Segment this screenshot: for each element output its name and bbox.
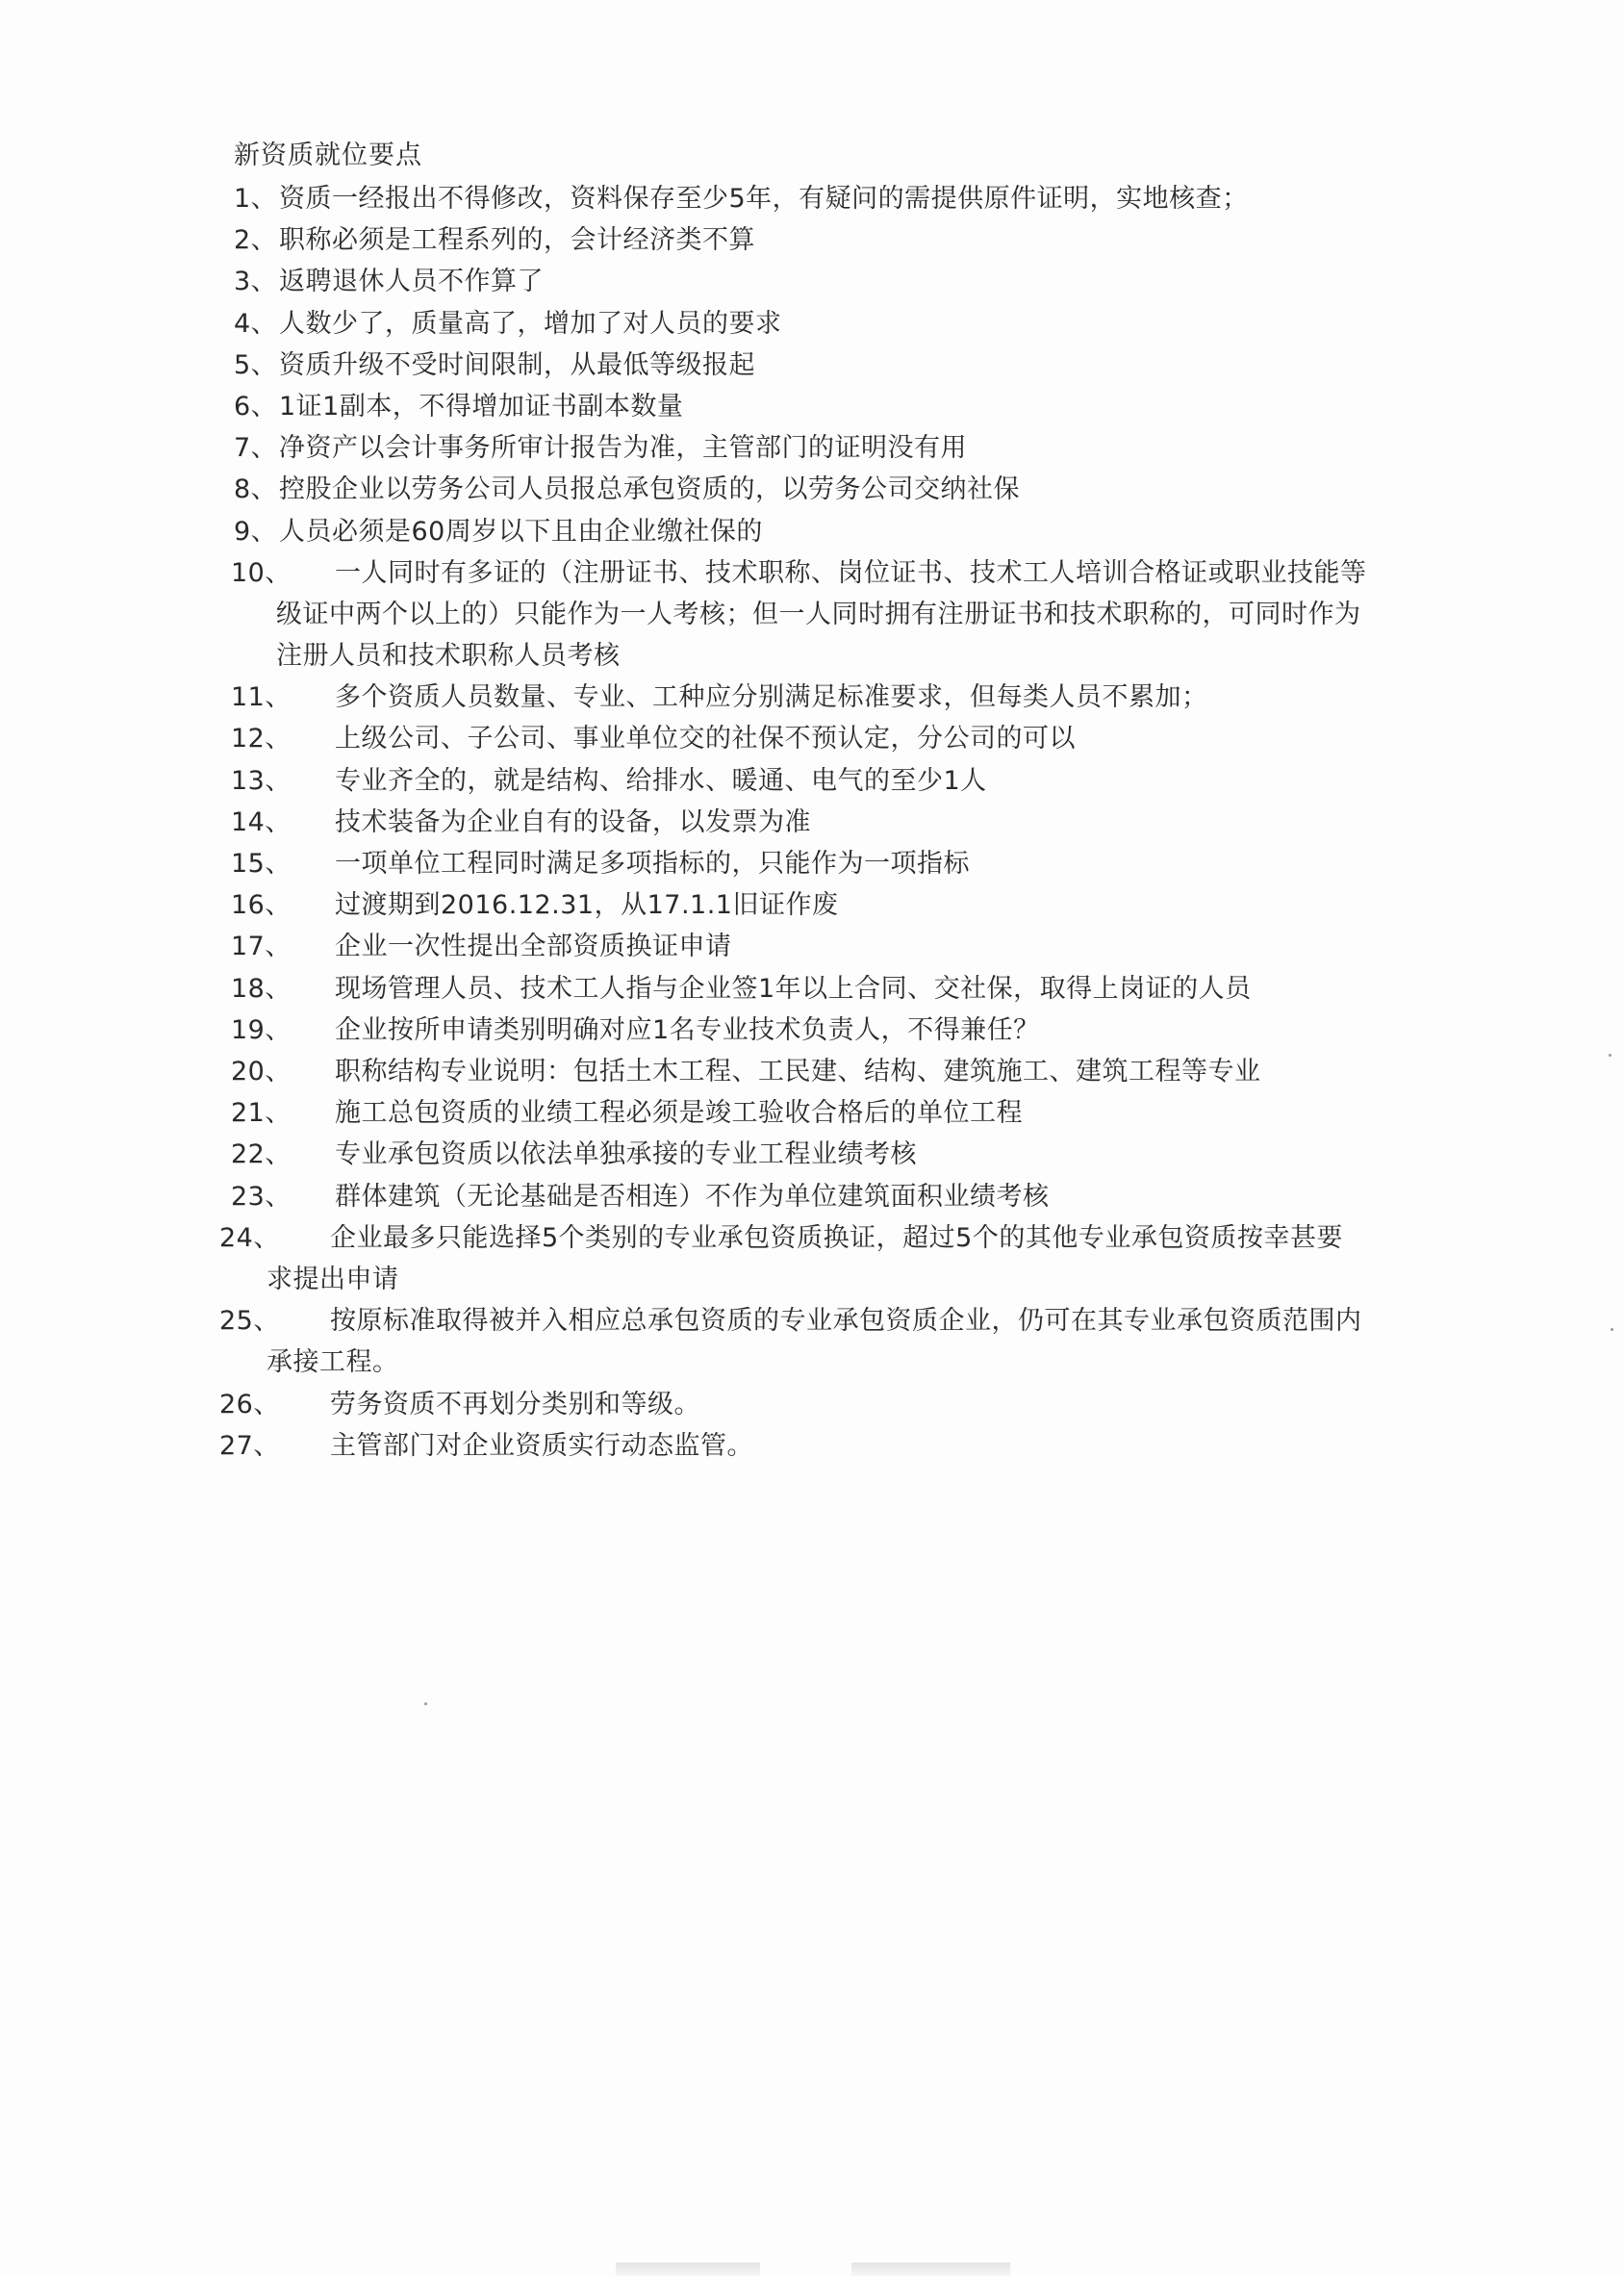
item-number: 9、	[234, 516, 278, 547]
item-number: 23、	[231, 1181, 292, 1212]
list-item	[0, 427, 1624, 469]
item-number: 22、	[231, 1139, 292, 1170]
item-text: 人数少了，质量高了，增加了对人员的要求	[279, 308, 782, 339]
list-item	[0, 1134, 1624, 1175]
item-text: 企业一次性提出全部资质换证申请	[335, 932, 732, 962]
item-number: 25、	[219, 1306, 280, 1337]
list-item	[0, 261, 1624, 302]
list-item	[0, 552, 1624, 678]
item-number: 24、	[219, 1222, 280, 1253]
item-number: 19、	[231, 1014, 292, 1045]
item-number: 4、	[234, 308, 278, 339]
list-item	[0, 677, 1624, 718]
item-number: 7、	[234, 433, 278, 464]
item-number: 2、	[234, 225, 278, 256]
item-text: 1证1副本，不得增加证书副本数量	[279, 391, 684, 422]
item-number: 8、	[234, 474, 278, 505]
item-number: 16、	[231, 890, 292, 921]
item-number: 11、	[231, 682, 292, 713]
item-text: 一项单位工程同时满足多项指标的，只能作为一项指标	[335, 849, 970, 880]
list-item	[0, 802, 1624, 843]
list-item	[0, 843, 1624, 884]
list-item	[0, 968, 1624, 1010]
list-item	[0, 718, 1624, 759]
item-text: 净资产以会计事务所审计报告为准，主管部门的证明没有用	[279, 433, 967, 464]
item-number: 14、	[231, 806, 292, 837]
item-number: 27、	[219, 1430, 280, 1461]
points-list	[0, 178, 1624, 1467]
list-item	[0, 345, 1624, 386]
list-item	[0, 1300, 1624, 1383]
list-item	[0, 884, 1624, 926]
item-number: 6、	[234, 391, 278, 422]
item-number: 20、	[231, 1056, 292, 1087]
scan-edge-strip	[851, 2263, 1010, 2276]
item-text: 专业承包资质以依法单独承接的专业工程业绩考核	[335, 1139, 917, 1170]
item-number: 21、	[231, 1098, 292, 1129]
item-text: 多个资质人员数量、专业、工种应分别满足标准要求，但每类人员不累加；	[335, 682, 1208, 713]
item-number: 26、	[219, 1389, 280, 1419]
list-item	[0, 469, 1624, 510]
item-text: 一人同时有多证的（注册证书、技术职称、岗位证书、技术工人培训合格证或职业技能等 级证中两个以上的）只能作为一人考核；但一人同时拥有注册证书和技术职称的，可同时作为 注册人员和技术职称人员考核	[276, 557, 1367, 672]
item-text: 职称必须是工程系列的，会计经济类不算	[279, 225, 755, 256]
list-item	[0, 1176, 1624, 1217]
item-text: 专业齐全的，就是结构、给排水、暖通、电气的至少1人	[335, 765, 987, 796]
item-text: 劳务资质不再划分类别和等级。	[330, 1389, 700, 1419]
item-text: 群体建筑（无论基础是否相连）不作为单位建筑面积业绩考核	[335, 1181, 1050, 1212]
item-text: 现场管理人员、技术工人指与企业签1年以上合同、交社保，取得上岗证的人员	[335, 973, 1252, 1004]
scan-edge-strip	[616, 2263, 760, 2276]
item-text: 企业按所申请类别明确对应1名专业技术负责人，不得兼任？	[335, 1014, 1040, 1045]
item-text: 控股企业以劳务公司人员报总承包资质的，以劳务公司交纳社保	[279, 474, 1020, 505]
list-item	[0, 219, 1624, 261]
item-text: 职称结构专业说明：包括土木工程、工民建、结构、建筑施工、建筑工程等专业	[335, 1056, 1261, 1087]
scan-speck	[1611, 1328, 1613, 1331]
item-text: 技术装备为企业自有的设备，以发票为准	[335, 806, 811, 837]
item-number: 15、	[231, 849, 292, 880]
item-number: 12、	[231, 724, 292, 754]
item-text: 上级公司、子公司、事业单位交的社保不预认定，分公司的可以	[335, 724, 1076, 754]
item-text: 企业最多只能选择5个类别的专业承包资质换证，超过5个的其他专业承包资质按幸甚要 求提出申请	[266, 1222, 1343, 1294]
list-item	[0, 1384, 1624, 1425]
item-number: 1、	[234, 184, 278, 214]
item-text: 过渡期到2016.12.31，从17.1.1旧证作废	[335, 890, 839, 921]
item-number: 18、	[231, 973, 292, 1004]
item-number: 5、	[234, 349, 278, 380]
scan-speck	[1609, 1054, 1611, 1057]
item-text: 返聘退休人员不作算了	[279, 267, 544, 297]
list-item	[0, 1217, 1624, 1300]
scan-speck	[424, 1702, 427, 1705]
list-item	[0, 386, 1624, 427]
item-text: 人员必须是60周岁以下且由企业缴社保的	[279, 516, 763, 547]
list-item	[0, 178, 1624, 219]
list-item	[0, 1010, 1624, 1051]
item-text: 资质一经报出不得修改，资料保存至少5年，有疑问的需提供原件证明，实地核查；	[279, 184, 1249, 214]
item-text: 资质升级不受时间限制，从最低等级报起	[279, 349, 755, 380]
item-text: 按原标准取得被并入相应总承包资质的专业承包资质企业，仍可在其专业承包资质范围内 承接工程。	[266, 1306, 1362, 1378]
item-text: 主管部门对企业资质实行动态监管。	[330, 1430, 753, 1461]
item-number: 13、	[231, 765, 292, 796]
list-item	[0, 1092, 1624, 1134]
item-number: 17、	[231, 932, 292, 962]
list-item	[0, 926, 1624, 967]
list-item	[0, 1051, 1624, 1092]
document-title: 新资质就位要点	[234, 141, 422, 170]
item-text: 施工总包资质的业绩工程必须是竣工验收合格后的单位工程	[335, 1098, 1023, 1129]
item-number: 3、	[234, 267, 278, 297]
list-item	[0, 760, 1624, 802]
list-item	[0, 1425, 1624, 1467]
list-item	[0, 303, 1624, 345]
list-item	[0, 511, 1624, 552]
item-number: 10、	[231, 557, 292, 588]
